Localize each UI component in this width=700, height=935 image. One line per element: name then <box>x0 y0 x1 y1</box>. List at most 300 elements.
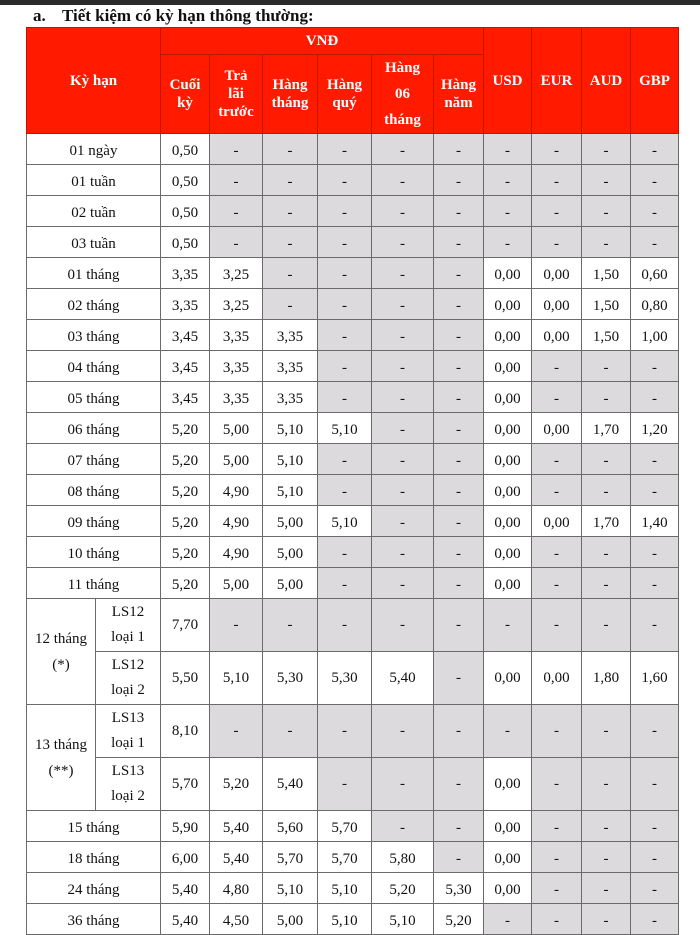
table-row <box>27 227 679 258</box>
empty-rate-cell: - <box>631 873 679 904</box>
empty-rate-cell: - <box>263 258 318 289</box>
term-cell: 02 tuần <box>27 196 161 227</box>
empty-rate-cell: - <box>318 320 372 351</box>
empty-rate-cell: - <box>582 227 631 258</box>
empty-rate-cell: - <box>631 537 679 568</box>
rate-cell: 0,80 <box>631 289 679 320</box>
empty-rate-cell: - <box>318 568 372 599</box>
term-cell: 24 tháng <box>27 873 161 904</box>
empty-rate-cell: - <box>372 599 434 652</box>
empty-rate-cell: - <box>434 599 484 652</box>
empty-rate-cell: - <box>582 842 631 873</box>
rate-cell: 0,00 <box>484 568 532 599</box>
header-aud: AUD <box>582 28 631 134</box>
empty-rate-cell: - <box>372 475 434 506</box>
empty-rate-cell: - <box>532 758 582 811</box>
rate-cell: 1,70 <box>582 413 631 444</box>
rate-cell: 5,50 <box>161 652 210 705</box>
header-hang-nam: Hàng năm <box>434 55 484 134</box>
rate-cell: 3,35 <box>210 320 263 351</box>
empty-rate-cell: - <box>372 506 434 537</box>
empty-rate-cell: - <box>582 382 631 413</box>
rate-cell: 5,10 <box>263 444 318 475</box>
table-body <box>27 134 679 935</box>
empty-rate-cell: - <box>372 165 434 196</box>
empty-rate-cell: - <box>434 227 484 258</box>
rate-cell: 0,00 <box>532 506 582 537</box>
rate-cell: 1,40 <box>631 506 679 537</box>
empty-rate-cell: - <box>318 444 372 475</box>
subtype-cell: LS13 loại 2 <box>96 758 161 811</box>
empty-rate-cell: - <box>532 842 582 873</box>
rate-cell: 5,00 <box>263 568 318 599</box>
rate-cell: 0,50 <box>161 134 210 165</box>
rate-cell: 5,40 <box>263 758 318 811</box>
term-cell: 01 tuần <box>27 165 161 196</box>
rate-cell: 0,00 <box>484 382 532 413</box>
rate-cell: 5,70 <box>161 758 210 811</box>
empty-rate-cell: - <box>434 196 484 227</box>
section-title-text: Tiết kiệm có kỳ hạn thông thường: <box>61 6 314 25</box>
empty-rate-cell: - <box>532 537 582 568</box>
empty-rate-cell: - <box>434 652 484 705</box>
header-cuoi-ky: Cuối kỳ <box>161 55 210 134</box>
rate-cell: 5,10 <box>318 506 372 537</box>
header-hang-quy: Hàng quý <box>318 55 372 134</box>
empty-rate-cell: - <box>372 811 434 842</box>
empty-rate-cell: - <box>582 873 631 904</box>
empty-rate-cell: - <box>318 705 372 758</box>
empty-rate-cell: - <box>434 705 484 758</box>
empty-rate-cell: - <box>484 599 532 652</box>
rate-cell: 1,00 <box>631 320 679 351</box>
rate-cell: 0,50 <box>161 165 210 196</box>
empty-rate-cell: - <box>582 444 631 475</box>
table-row <box>27 444 679 475</box>
empty-rate-cell: - <box>532 134 582 165</box>
empty-rate-cell: - <box>582 568 631 599</box>
rate-cell: 5,00 <box>263 904 318 935</box>
rate-cell: 0,00 <box>484 537 532 568</box>
header-gbp: GBP <box>631 28 679 134</box>
empty-rate-cell: - <box>582 705 631 758</box>
header-hang-06-thang: Hàng 06 tháng <box>372 55 434 134</box>
term-cell: 08 tháng <box>27 475 161 506</box>
table-row <box>27 134 679 165</box>
table-row <box>27 258 679 289</box>
term-cell: 03 tuần <box>27 227 161 258</box>
empty-rate-cell: - <box>532 599 582 652</box>
empty-rate-cell: - <box>631 475 679 506</box>
rate-cell: 1,60 <box>631 652 679 705</box>
header-term: Kỳ hạn <box>27 28 161 134</box>
header-hang-thang: Hàng tháng <box>263 55 318 134</box>
subtype-cell: LS13 loại 1 <box>96 705 161 758</box>
empty-rate-cell: - <box>318 351 372 382</box>
table-row <box>27 196 679 227</box>
rate-cell: 5,20 <box>161 506 210 537</box>
empty-rate-cell: - <box>263 227 318 258</box>
rate-cell: 5,20 <box>161 444 210 475</box>
rate-cell: 3,45 <box>161 320 210 351</box>
empty-rate-cell: - <box>263 134 318 165</box>
rate-cell: 4,50 <box>210 904 263 935</box>
rate-cell: 0,50 <box>161 227 210 258</box>
rate-cell: 5,00 <box>263 506 318 537</box>
rate-cell: 5,00 <box>263 537 318 568</box>
term-cell: 10 tháng <box>27 537 161 568</box>
term-cell: 05 tháng <box>27 382 161 413</box>
empty-rate-cell: - <box>532 705 582 758</box>
rate-cell: 4,90 <box>210 537 263 568</box>
rate-cell: 1,70 <box>582 506 631 537</box>
empty-rate-cell: - <box>372 258 434 289</box>
subtype-cell: LS12 loại 2 <box>96 652 161 705</box>
rate-cell: 5,20 <box>372 873 434 904</box>
rate-cell: 5,90 <box>161 811 210 842</box>
rate-cell: 1,20 <box>631 413 679 444</box>
rate-cell: 3,35 <box>210 382 263 413</box>
empty-rate-cell: - <box>582 134 631 165</box>
table-row <box>27 758 679 811</box>
empty-rate-cell: - <box>372 758 434 811</box>
header-eur: EUR <box>532 28 582 134</box>
empty-rate-cell: - <box>532 444 582 475</box>
group-term-cell <box>27 705 96 811</box>
empty-rate-cell: - <box>532 382 582 413</box>
empty-rate-cell: - <box>631 568 679 599</box>
rate-cell: 0,50 <box>161 196 210 227</box>
table-row <box>27 382 679 413</box>
interest-rate-table <box>26 27 679 935</box>
rate-cell: 0,00 <box>484 351 532 382</box>
rate-cell: 8,10 <box>161 705 210 758</box>
empty-rate-cell: - <box>484 705 532 758</box>
table-row <box>27 705 679 758</box>
empty-rate-cell: - <box>631 842 679 873</box>
table-row <box>27 873 679 904</box>
empty-rate-cell: - <box>532 904 582 935</box>
empty-rate-cell: - <box>434 320 484 351</box>
empty-rate-cell: - <box>484 165 532 196</box>
rate-cell: 0,00 <box>532 320 582 351</box>
empty-rate-cell: - <box>631 196 679 227</box>
rate-cell: 3,45 <box>161 382 210 413</box>
rate-cell: 5,00 <box>210 568 263 599</box>
rate-cell: 0,00 <box>484 842 532 873</box>
group-term-cell <box>27 599 96 705</box>
rate-cell: 3,35 <box>161 289 210 320</box>
empty-rate-cell: - <box>372 705 434 758</box>
table-row <box>27 475 679 506</box>
empty-rate-cell: - <box>631 351 679 382</box>
rate-cell: 4,90 <box>210 506 263 537</box>
table-row <box>27 537 679 568</box>
rate-cell: 5,10 <box>372 904 434 935</box>
empty-rate-cell: - <box>263 196 318 227</box>
table-row <box>27 599 679 652</box>
header-tra-lai-truoc: Trả lãi trước <box>210 55 263 134</box>
rate-cell: 6,00 <box>161 842 210 873</box>
empty-rate-cell: - <box>263 705 318 758</box>
term-cell: 11 tháng <box>27 568 161 599</box>
empty-rate-cell: - <box>318 196 372 227</box>
empty-rate-cell: - <box>532 351 582 382</box>
empty-rate-cell: - <box>372 227 434 258</box>
empty-rate-cell: - <box>582 475 631 506</box>
empty-rate-cell: - <box>434 758 484 811</box>
empty-rate-cell: - <box>372 444 434 475</box>
empty-rate-cell: - <box>532 475 582 506</box>
table-row <box>27 652 679 705</box>
rate-cell: 0,00 <box>484 258 532 289</box>
rate-cell: 7,70 <box>161 599 210 652</box>
rate-cell: 5,10 <box>318 413 372 444</box>
rate-cell: 5,40 <box>161 873 210 904</box>
empty-rate-cell: - <box>434 842 484 873</box>
empty-rate-cell: - <box>210 705 263 758</box>
term-cell: 09 tháng <box>27 506 161 537</box>
empty-rate-cell: - <box>631 811 679 842</box>
empty-rate-cell: - <box>210 227 263 258</box>
table-header <box>27 28 679 134</box>
empty-rate-cell: - <box>372 320 434 351</box>
empty-rate-cell: - <box>582 165 631 196</box>
empty-rate-cell: - <box>582 196 631 227</box>
empty-rate-cell: - <box>372 196 434 227</box>
rate-cell: 0,00 <box>484 444 532 475</box>
rate-cell: 0,00 <box>484 758 532 811</box>
table-row <box>27 842 679 873</box>
rate-cell: 3,45 <box>161 351 210 382</box>
rate-cell: 5,20 <box>161 568 210 599</box>
rate-cell: 5,80 <box>372 842 434 873</box>
rate-cell: 5,40 <box>372 652 434 705</box>
empty-rate-cell: - <box>434 258 484 289</box>
group-term: 12 tháng <box>34 630 88 647</box>
subtype-cell: LS12 loại 1 <box>96 599 161 652</box>
empty-rate-cell: - <box>434 568 484 599</box>
empty-rate-cell: - <box>582 904 631 935</box>
empty-rate-cell: - <box>631 705 679 758</box>
empty-rate-cell: - <box>434 134 484 165</box>
empty-rate-cell: - <box>372 413 434 444</box>
empty-rate-cell: - <box>582 351 631 382</box>
rate-cell: 1,50 <box>582 258 631 289</box>
empty-rate-cell: - <box>263 289 318 320</box>
rate-cell: 3,35 <box>263 351 318 382</box>
empty-rate-cell: - <box>263 165 318 196</box>
table-row <box>27 289 679 320</box>
table-row <box>27 165 679 196</box>
empty-rate-cell: - <box>434 506 484 537</box>
rate-cell: 5,20 <box>161 475 210 506</box>
table-row <box>27 568 679 599</box>
term-cell: 04 tháng <box>27 351 161 382</box>
rate-cell: 0,00 <box>484 652 532 705</box>
table-row <box>27 413 679 444</box>
empty-rate-cell: - <box>434 537 484 568</box>
rate-cell: 4,90 <box>210 475 263 506</box>
empty-rate-cell: - <box>210 599 263 652</box>
empty-rate-cell: - <box>631 444 679 475</box>
rate-cell: 0,00 <box>484 413 532 444</box>
rate-cell: 5,00 <box>210 444 263 475</box>
term-cell: 06 tháng <box>27 413 161 444</box>
empty-rate-cell: - <box>434 289 484 320</box>
rate-cell: 5,10 <box>318 873 372 904</box>
rate-cell: 5,40 <box>210 811 263 842</box>
empty-rate-cell: - <box>318 227 372 258</box>
empty-rate-cell: - <box>582 758 631 811</box>
rate-cell: 5,70 <box>318 842 372 873</box>
rate-cell: 5,30 <box>263 652 318 705</box>
table-row <box>27 351 679 382</box>
rate-cell: 5,10 <box>318 904 372 935</box>
empty-rate-cell: - <box>434 475 484 506</box>
empty-rate-cell: - <box>318 475 372 506</box>
rate-cell: 3,35 <box>210 351 263 382</box>
rate-cell: 4,80 <box>210 873 263 904</box>
empty-rate-cell: - <box>263 599 318 652</box>
rate-cell: 5,70 <box>263 842 318 873</box>
rate-cell: 0,00 <box>484 475 532 506</box>
empty-rate-cell: - <box>484 227 532 258</box>
empty-rate-cell: - <box>210 165 263 196</box>
empty-rate-cell: - <box>484 196 532 227</box>
empty-rate-cell: - <box>631 382 679 413</box>
header-usd: USD <box>484 28 532 134</box>
empty-rate-cell: - <box>318 758 372 811</box>
empty-rate-cell: - <box>532 165 582 196</box>
empty-rate-cell: - <box>484 904 532 935</box>
empty-rate-cell: - <box>434 351 484 382</box>
rate-cell: 5,40 <box>210 842 263 873</box>
rate-cell: 5,70 <box>318 811 372 842</box>
empty-rate-cell: - <box>318 165 372 196</box>
empty-rate-cell: - <box>318 382 372 413</box>
rate-cell: 0,00 <box>532 413 582 444</box>
table-row <box>27 811 679 842</box>
term-cell: 07 tháng <box>27 444 161 475</box>
empty-rate-cell: - <box>484 134 532 165</box>
rate-cell: 3,35 <box>161 258 210 289</box>
term-cell: 36 tháng <box>27 904 161 935</box>
rate-cell: 5,10 <box>263 873 318 904</box>
empty-rate-cell: - <box>372 289 434 320</box>
table-row <box>27 904 679 935</box>
empty-rate-cell: - <box>631 599 679 652</box>
rate-cell: 0,60 <box>631 258 679 289</box>
term-cell: 01 ngày <box>27 134 161 165</box>
empty-rate-cell: - <box>434 382 484 413</box>
empty-rate-cell: - <box>318 134 372 165</box>
empty-rate-cell: - <box>434 811 484 842</box>
rate-cell: 5,20 <box>434 904 484 935</box>
empty-rate-cell: - <box>582 599 631 652</box>
empty-rate-cell: - <box>372 134 434 165</box>
empty-rate-cell: - <box>372 537 434 568</box>
empty-rate-cell: - <box>372 351 434 382</box>
empty-rate-cell: - <box>532 811 582 842</box>
empty-rate-cell: - <box>434 413 484 444</box>
section-label: a. <box>33 6 46 25</box>
empty-rate-cell: - <box>210 196 263 227</box>
rate-cell: 5,10 <box>210 652 263 705</box>
term-cell: 01 tháng <box>27 258 161 289</box>
term-cell: 18 tháng <box>27 842 161 873</box>
rate-cell: 0,00 <box>484 811 532 842</box>
rate-cell: 0,00 <box>532 258 582 289</box>
table-row <box>27 320 679 351</box>
table-row <box>27 506 679 537</box>
rate-cell: 0,00 <box>484 320 532 351</box>
rate-cell: 5,00 <box>210 413 263 444</box>
term-cell: 03 tháng <box>27 320 161 351</box>
empty-rate-cell: - <box>318 599 372 652</box>
rate-cell: 0,00 <box>484 289 532 320</box>
rate-cell: 0,00 <box>532 289 582 320</box>
group-term: 13 tháng <box>34 736 88 753</box>
rate-cell: 5,10 <box>263 413 318 444</box>
section-title <box>33 5 314 27</box>
rate-cell: 5,30 <box>318 652 372 705</box>
group-note: (**) <box>48 762 74 779</box>
empty-rate-cell: - <box>532 227 582 258</box>
term-cell: 02 tháng <box>27 289 161 320</box>
empty-rate-cell: - <box>318 289 372 320</box>
rate-cell: 1,50 <box>582 289 631 320</box>
rate-cell: 1,80 <box>582 652 631 705</box>
empty-rate-cell: - <box>532 568 582 599</box>
rate-cell: 0,00 <box>484 873 532 904</box>
empty-rate-cell: - <box>318 537 372 568</box>
empty-rate-cell: - <box>434 165 484 196</box>
empty-rate-cell: - <box>318 258 372 289</box>
rate-cell: 0,00 <box>484 506 532 537</box>
rate-cell: 3,35 <box>263 320 318 351</box>
rate-cell: 0,00 <box>532 652 582 705</box>
rate-cell: 5,30 <box>434 873 484 904</box>
rate-cell: 5,20 <box>210 758 263 811</box>
empty-rate-cell: - <box>434 444 484 475</box>
empty-rate-cell: - <box>582 811 631 842</box>
empty-rate-cell: - <box>631 134 679 165</box>
rate-cell: 3,25 <box>210 258 263 289</box>
term-cell: 15 tháng <box>27 811 161 842</box>
header-vnd: VNĐ <box>161 28 484 55</box>
rate-cell: 5,20 <box>161 537 210 568</box>
empty-rate-cell: - <box>372 382 434 413</box>
rate-cell: 1,50 <box>582 320 631 351</box>
rate-cell: 5,10 <box>263 475 318 506</box>
rate-cell: 5,20 <box>161 413 210 444</box>
empty-rate-cell: - <box>631 904 679 935</box>
empty-rate-cell: - <box>631 758 679 811</box>
empty-rate-cell: - <box>631 227 679 258</box>
empty-rate-cell: - <box>372 568 434 599</box>
rate-cell: 3,25 <box>210 289 263 320</box>
rate-cell: 3,35 <box>263 382 318 413</box>
empty-rate-cell: - <box>582 537 631 568</box>
empty-rate-cell: - <box>532 873 582 904</box>
empty-rate-cell: - <box>210 134 263 165</box>
empty-rate-cell: - <box>532 196 582 227</box>
group-note: (*) <box>52 656 70 673</box>
rate-cell: 5,60 <box>263 811 318 842</box>
empty-rate-cell: - <box>631 165 679 196</box>
rate-cell: 5,40 <box>161 904 210 935</box>
